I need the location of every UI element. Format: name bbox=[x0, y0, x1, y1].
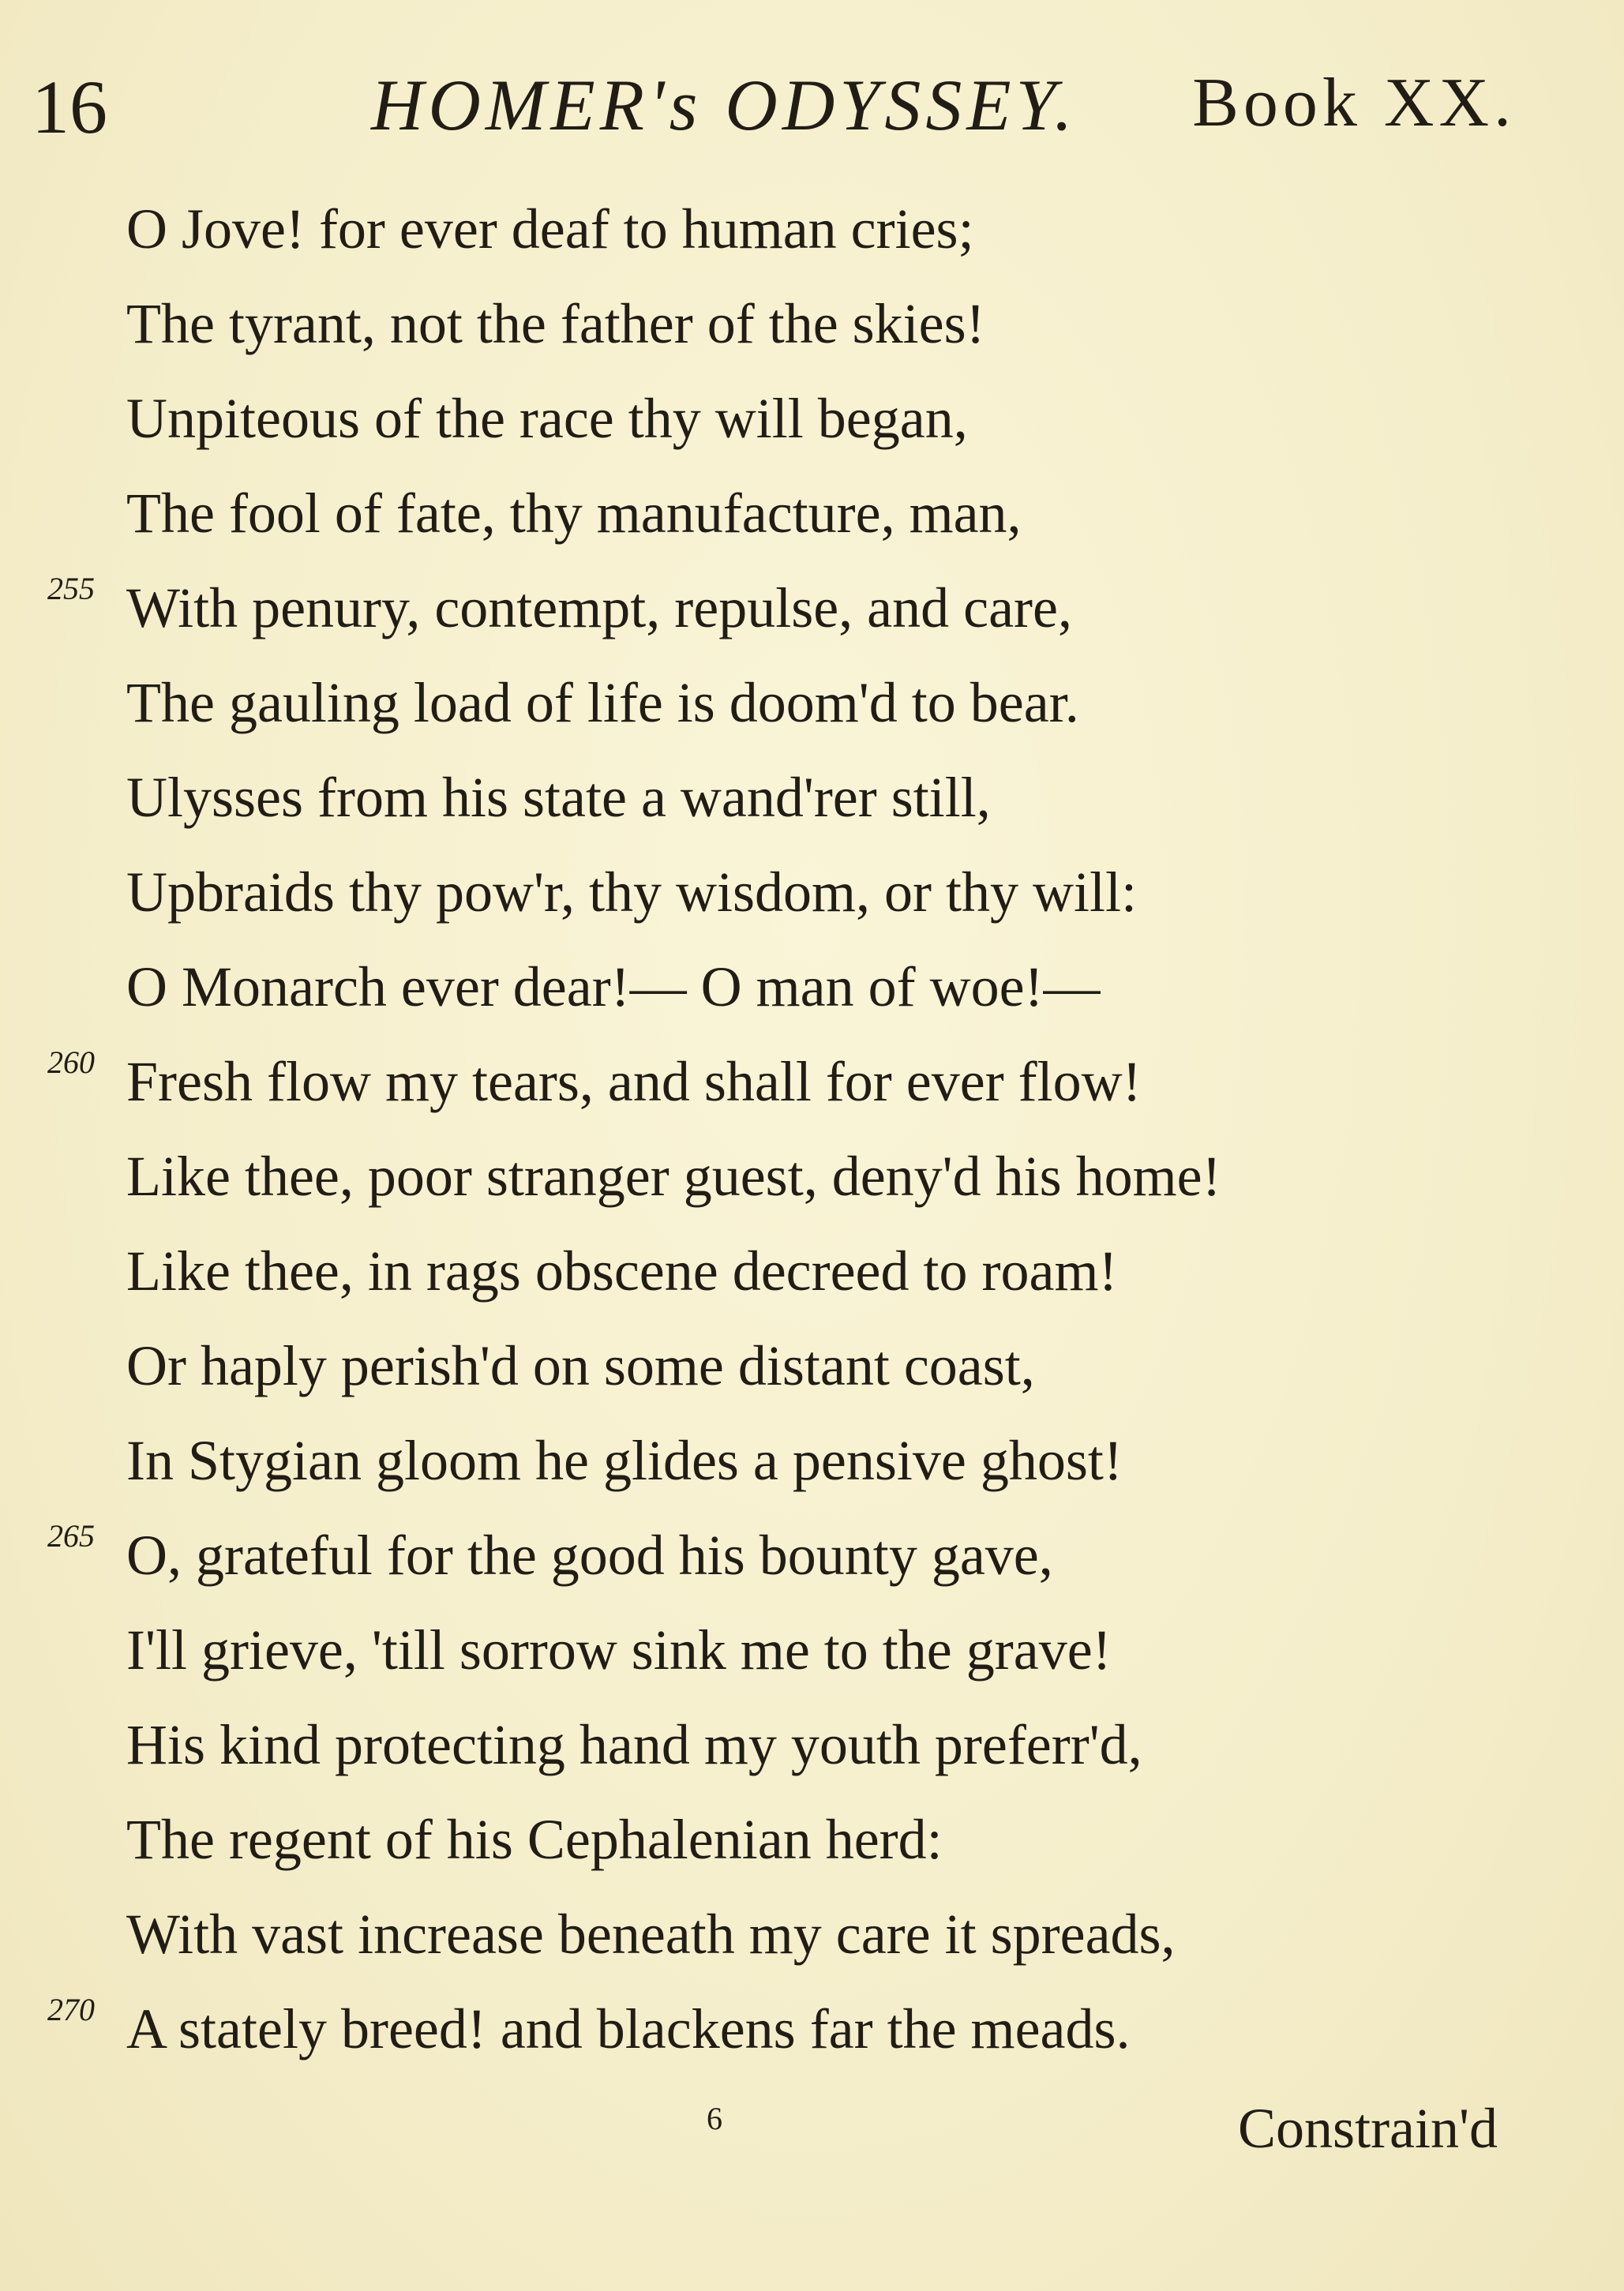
verse-text: The fool of fate, thy manufacture, man, bbox=[126, 482, 1022, 545]
signature-mark: 6 bbox=[707, 2101, 722, 2136]
verse-line bbox=[0, 758, 1579, 854]
page-number: 16 bbox=[32, 65, 107, 149]
verse-line bbox=[0, 1326, 1579, 1423]
verse-text: I'll grieve, 'till sorrow sink me to the grave! bbox=[126, 1618, 1112, 1682]
verse-line bbox=[0, 1232, 1579, 1328]
verse-line bbox=[0, 189, 1579, 286]
verse-line bbox=[0, 474, 1579, 570]
verse-line bbox=[0, 568, 1579, 665]
verse-text: Like thee, in rags obscene decreed to roam! bbox=[126, 1239, 1118, 1303]
verse-text: Like thee, poor stranger guest, deny'd his home! bbox=[126, 1145, 1221, 1208]
verse-text: Or haply perish'd on some distant coast, bbox=[126, 1334, 1035, 1397]
verse-line bbox=[0, 947, 1579, 1044]
verse-text: With vast increase beneath my care it spreads, bbox=[126, 1903, 1176, 1966]
line-number: 255 bbox=[47, 571, 95, 606]
verse-text: O Monarch ever dear!— O man of woe!— bbox=[126, 955, 1101, 1018]
line-number: 270 bbox=[47, 1992, 95, 2027]
verse-line bbox=[0, 284, 1579, 381]
verse-text: Ulysses from his state a wand'rer still, bbox=[126, 766, 991, 829]
catchword: Constrain'd bbox=[1238, 2097, 1498, 2160]
verse-text: The regent of his Cephalenian herd: bbox=[126, 1808, 943, 1871]
verse-line bbox=[0, 1705, 1579, 1802]
line-number: 260 bbox=[47, 1044, 95, 1080]
verse-text: The tyrant, not the father of the skies! bbox=[126, 292, 985, 355]
verse-line bbox=[0, 1610, 1579, 1707]
verse-line bbox=[0, 1800, 1579, 1896]
verse-text: His kind protecting hand my youth preferr'd, bbox=[126, 1713, 1142, 1776]
verse-text: A stately breed! and blackens far the meads. bbox=[126, 1997, 1131, 2060]
verse-line bbox=[0, 1516, 1579, 1612]
verse-line bbox=[0, 1137, 1579, 1233]
verse-text: O, grateful for the good his bounty gave, bbox=[126, 1524, 1053, 1587]
verse-text: With penury, contempt, repulse, and care, bbox=[126, 576, 1072, 639]
book-label: Book XX. bbox=[1192, 65, 1516, 141]
verse-text: Upbraids thy pow'r, thy wisdom, or thy will: bbox=[126, 861, 1138, 924]
verse-text: Fresh flow my tears, and shall for ever flow! bbox=[126, 1050, 1142, 1113]
verse-text: O Jove! for ever deaf to human cries; bbox=[126, 197, 974, 261]
verse-line bbox=[0, 1989, 1579, 2086]
verse-text: In Stygian gloom he glides a pensive ghost! bbox=[126, 1429, 1123, 1492]
page-header bbox=[32, 63, 1516, 150]
verse-line bbox=[0, 379, 1579, 475]
verse-line bbox=[0, 1895, 1579, 1991]
line-number: 265 bbox=[47, 1518, 95, 1554]
verse-line bbox=[0, 663, 1579, 759]
verse-text: Unpiteous of the race thy will began, bbox=[126, 387, 968, 450]
verse-line bbox=[0, 853, 1579, 949]
verse-line bbox=[0, 1421, 1579, 1517]
verse-line bbox=[0, 1042, 1579, 1138]
running-title: HOMER's ODYSSEY. bbox=[371, 65, 1078, 145]
verse-text: The gauling load of life is doom'd to bear. bbox=[126, 671, 1079, 734]
